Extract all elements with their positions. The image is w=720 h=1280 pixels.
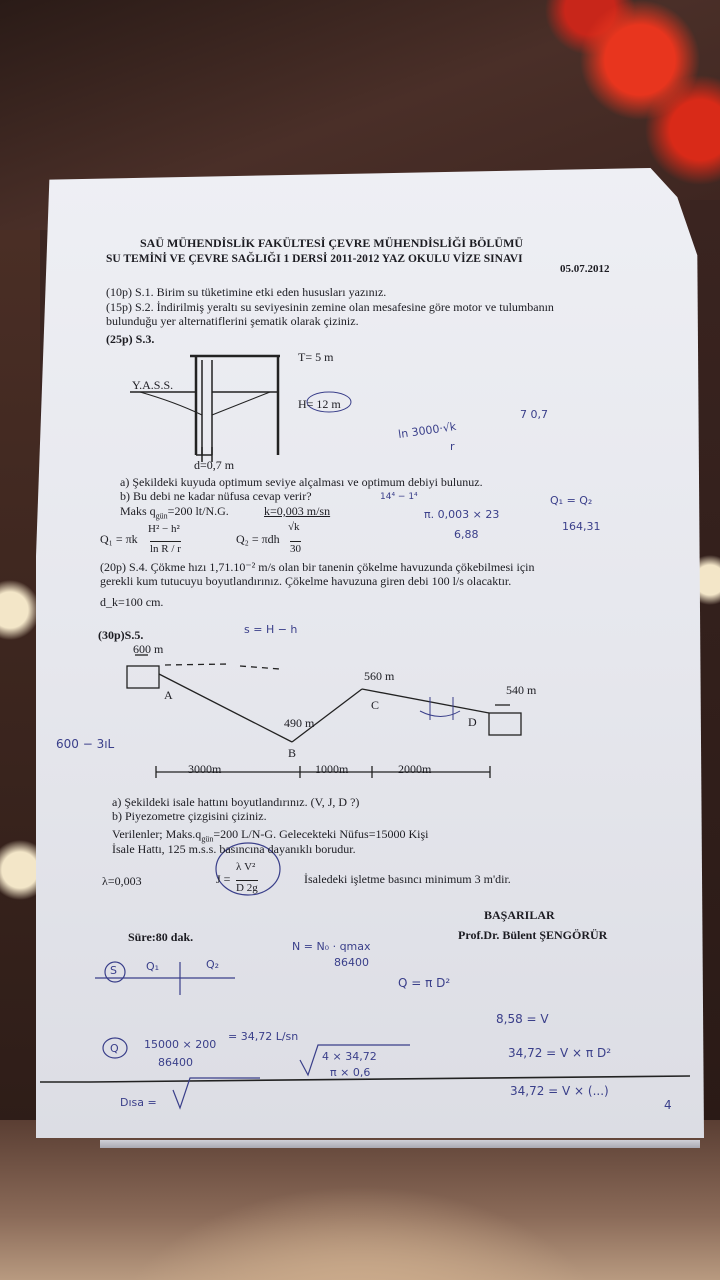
hw-q-letter: Q	[110, 1042, 119, 1055]
question-5-label: (30p)S.5.	[98, 628, 144, 642]
pipe-length-2000: 2000m	[398, 762, 432, 776]
hw-n-den: 86400	[334, 956, 369, 969]
formula-q2-prefix: Q₂ = πdh	[236, 532, 280, 546]
hw-q2: Q₂	[206, 958, 220, 971]
question-5-given: Verilenler; $Maks.q_{gün}=200$ L/N-G. Gelecekteki Nüfus=15000 Kişi	[112, 827, 429, 844]
question-2-line1: (15p) S.2. İndirilmiş yeraltı su seviyesinin zemine olan mesafesine göre motor ve tulumbanın	[106, 300, 554, 314]
hw-q-equal: Q₁ = Q₂	[550, 494, 593, 507]
question-3-k: k=0,003 m/sn	[264, 504, 331, 518]
question-5-pressure: İsaledeki işletme basıncı minimum 3 m'dir.	[304, 872, 511, 886]
question-4-line3: d_k=100 cm.	[100, 595, 164, 609]
hw-seven: 7 0,7	[520, 408, 548, 421]
well-h-label: H= 12 m	[298, 397, 341, 411]
hw-164: 164,31	[562, 520, 601, 533]
well-yass-label: Y.A.S.S.	[132, 378, 174, 392]
hw-four: 4	[664, 1098, 672, 1112]
pipeline-diagram	[127, 655, 521, 778]
hw-s-formula: s = H − h	[244, 623, 298, 636]
question-5-lambda: λ=0,003	[102, 874, 142, 888]
hw-q-area: Q = π D²	[398, 976, 451, 990]
question-5b: b) Piyezometre çizgisini çiziniz.	[112, 809, 267, 823]
formula-j-num: λ V²	[236, 861, 256, 873]
header-line1: SAÜ MÜHENDİSLİK FAKÜLTESİ ÇEVRE MÜHENDİSLİĞİ BÖLÜMÜ	[140, 236, 524, 250]
header-date: 05.07.2012	[560, 263, 610, 275]
question-1: (10p) S.1. Birim su tüketimine etki eden hususları yazınız.	[106, 285, 387, 299]
pipe-label-560: 560 m	[364, 669, 395, 683]
formula-j-den: D 2g	[236, 882, 258, 894]
question-3-maks: Maks $q_{gün}=200$ lt/N.G.	[120, 504, 229, 521]
hw-velocity: 8,58 = V	[496, 1012, 549, 1026]
question-3a: a) Şekildeki kuyuda optimum seviye alçalması ve optimum debiyi bulunuz.	[120, 475, 483, 489]
formula-q1-prefix: Q₁ = πk	[100, 532, 138, 546]
pipe-point-d: D	[468, 715, 477, 729]
pipe-point-a: A	[164, 688, 173, 702]
formula-q2-den: 30	[290, 543, 301, 555]
well-t-label: T= 5 m	[298, 350, 334, 364]
hw-ln-expression: ln 3000·√k	[397, 419, 458, 442]
hw-eq2: 34,72 = V × (...)	[510, 1084, 609, 1098]
formula-q1-num: H² − h²	[148, 523, 180, 535]
question-3b: b) Bu debi ne kadar nüfusa cevap verir?	[120, 489, 312, 503]
hw-flow-den: 86400	[158, 1056, 193, 1069]
hw-ln-denominator: r	[450, 440, 455, 453]
hw-power: 14⁴ − 1⁴	[380, 492, 418, 502]
question-4-line1: (20p) S.4. Çökme hızı 1,71.10⁻² m/s olan bir tanenin çökelme havuzunda çökebilmesi için	[100, 560, 535, 574]
header-line2: SU TEMİNİ VE ÇEVRE SAĞLIĞI 1 DERSİ 2011-2012 YAZ OKULU VİZE SINAVI	[106, 253, 523, 265]
question-5-pipe: İsale Hattı, 125 m.s.s. basıncına dayanıklı borudur.	[112, 842, 356, 856]
formula-j-prefix: J =	[216, 872, 231, 886]
hw-disa: Dısa =	[120, 1096, 157, 1109]
hw-diameter-num: 4 × 34,72	[322, 1050, 377, 1063]
reservoir-source	[127, 666, 159, 688]
good-luck: BAŞARILAR	[484, 908, 555, 922]
formula-q2-num: √k	[288, 521, 300, 533]
well-d-label: d=0,7 m	[194, 458, 235, 472]
question-5a: a) Şekildeki isale hattını boyutlandırınız. (V, J, D ?)	[112, 795, 360, 809]
hw-600: 600 − 3ıL	[56, 737, 115, 751]
pipe-label-490: 490 m	[284, 716, 315, 730]
hw-flow-num: 15000 × 200	[144, 1038, 217, 1051]
pipe-point-b: B	[288, 746, 297, 760]
hw-pi-result: 6,88	[454, 528, 479, 541]
pipe-point-c: C	[371, 698, 380, 712]
question-3-label: (25p) S.3.	[106, 332, 155, 346]
pipe-label-600: 600 m	[133, 642, 164, 656]
hw-pi-product: π. 0,003 × 23	[424, 508, 500, 521]
pipe-label-540: 540 m	[506, 683, 537, 697]
professor-name: Prof.Dr. Bülent ŞENGÖRÜR	[458, 928, 608, 942]
question-2-line2: bulunduğu yer alternatiflerini şematik olarak çiziniz.	[106, 314, 359, 328]
pipe-length-1000: 1000m	[315, 762, 349, 776]
hw-flow-result: = 34,72 L/sn	[228, 1030, 299, 1043]
formula-q1-den: ln R / r	[150, 543, 181, 555]
hw-n-formula: N = N₀ · qmax	[292, 940, 371, 953]
reservoir-destination	[489, 713, 521, 735]
hw-diameter-den: π × 0,6	[330, 1066, 371, 1079]
hw-eq1: 34,72 = V × π D²	[508, 1046, 612, 1060]
question-4-line2: gerekli kum tutucuyu boyutlandırınız. Çökelme havuzuna giren debi 100 l/s olacaktır.	[100, 574, 512, 588]
hw-s-circle: S	[110, 964, 117, 977]
pipe-length-3000: 3000m	[188, 762, 222, 776]
hw-q1: Q₁	[146, 960, 160, 973]
exam-duration: Süre:80 dak.	[128, 930, 194, 944]
